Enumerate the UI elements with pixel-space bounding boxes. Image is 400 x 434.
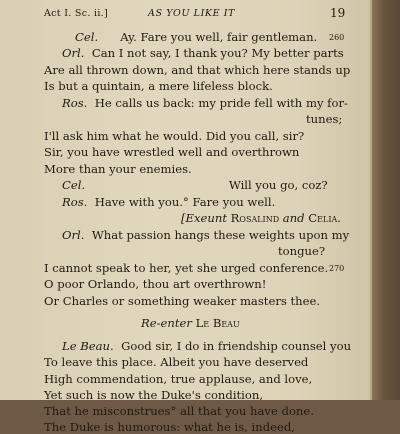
- text-line: I'll ask him what he would. Did you call, sir?: [44, 129, 305, 143]
- text-line: [75, 30, 317, 44]
- running-title: AS YOU LIKE IT: [148, 8, 236, 19]
- text-line: [62, 46, 344, 60]
- text-line: Or Charles or something weaker masters thee.: [44, 294, 321, 308]
- text-line: tunes;: [306, 112, 343, 126]
- stage-direction: [Exeunt Rosalind and Celia.: [181, 211, 341, 225]
- speaker: Orl.: [62, 228, 85, 242]
- text-line: [62, 195, 275, 209]
- line-text: Will you go, coz?: [228, 178, 328, 192]
- speaker: Le Beau.: [62, 339, 114, 353]
- text-line: I cannot speak to her, yet she urged conference.: [44, 261, 329, 275]
- text-line: More than your enemies.: [44, 162, 192, 176]
- line-text: Can I not say, I thank you? My better parts: [91, 46, 344, 60]
- stage-direction: Re-enter Le Beau: [141, 316, 240, 330]
- text-line: tongue?: [278, 244, 326, 258]
- text-line: Yet such is now the Duke's condition,: [44, 388, 264, 402]
- text-line: O poor Orlando, thou art overthrown!: [44, 277, 267, 291]
- text-line: That he misconstrues° all that you have done.: [44, 404, 314, 418]
- text-line: [62, 96, 348, 110]
- text-line: Is but a quintain, a mere lifeless block.: [44, 79, 273, 93]
- book-edge: [372, 0, 400, 400]
- speaker: Ros.: [62, 96, 88, 110]
- page-number: 19: [330, 6, 346, 20]
- text-line: [62, 228, 349, 242]
- line-text: What passion hangs these weights upon my: [91, 228, 350, 242]
- text-line: [62, 178, 328, 192]
- speaker: Cel.: [62, 178, 86, 192]
- text-line: Sir, you have wrestled well and overthrown: [44, 145, 300, 159]
- text-line: To leave this place. Albeit you have deserved: [44, 355, 309, 369]
- text-line: Are all thrown down, and that which here stands up: [44, 63, 351, 77]
- speaker: Orl.: [62, 46, 85, 60]
- text-line: [62, 339, 351, 353]
- text-line: High commendation, true applause, and love,: [44, 372, 313, 386]
- speaker: Cel.: [75, 30, 99, 44]
- speaker: Ros.: [62, 195, 88, 209]
- line-text: Good sir, I do in friendship counsel you: [121, 339, 352, 353]
- line-number: 270: [329, 264, 345, 273]
- act-scene-label: Act I. Sc. ii.]: [44, 8, 108, 19]
- line-text: He calls us back: my pride fell with my for-: [94, 96, 348, 110]
- line-text: Ay. Fare you well, fair gentleman.: [120, 30, 318, 44]
- line-text: Have with you.° Fare you well.: [94, 195, 276, 209]
- line-number: 260: [329, 33, 345, 42]
- text-line: The Duke is humorous: what he is, indeed,: [44, 420, 295, 434]
